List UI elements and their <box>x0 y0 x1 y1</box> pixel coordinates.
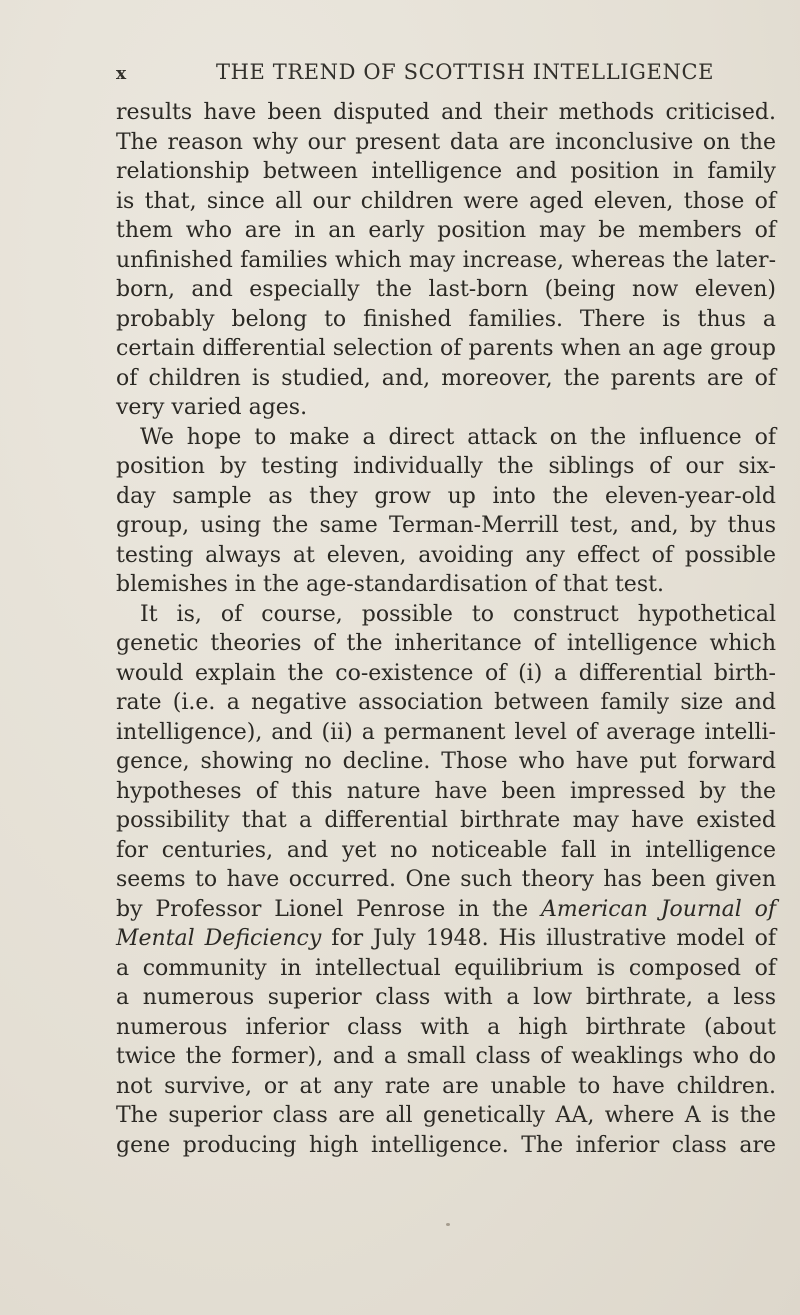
text-line: group, using the same Terman-Merrill test, and, by thus <box>116 513 776 538</box>
text-line: intelligence), and (ii) a permanent level of average intelli- <box>116 719 776 745</box>
text-line: gene producing high intelligence. The inferior class are <box>116 1132 776 1158</box>
text-line: a numerous superior class with a low birthrate, a less <box>116 985 776 1010</box>
text-line <box>116 924 776 954</box>
page-number: x <box>116 64 127 84</box>
text-line: probably belong to finished families. There is thus a <box>116 306 776 332</box>
text-line: them who are in an early position may be members of <box>116 218 776 243</box>
paper-speck <box>446 1223 450 1226</box>
text-line: seems to have occurred. One such theory has been given <box>116 867 776 892</box>
text-line: hypotheses of this nature have been impressed by the <box>116 778 776 804</box>
text-line: very varied ages. <box>116 395 308 420</box>
text-line: It is, of course, possible to construct hypothetical <box>140 601 776 627</box>
text-line: blemishes in the age-standardisation of that test. <box>116 572 664 597</box>
text-line: position by testing individually the siblings of our six- <box>116 454 776 479</box>
text-line: results have been disputed and their methods criticised. <box>116 100 776 125</box>
body-text <box>116 98 776 1160</box>
text-line: We hope to make a direct attack on the influence of <box>140 424 776 450</box>
text-line: testing always at eleven, avoiding any effect of possible <box>116 542 776 568</box>
text-line: numerous inferior class with a high birthrate (about <box>116 1014 776 1040</box>
text-line: possibility that a differential birthrate may have existed <box>116 808 776 833</box>
text-line: for centuries, and yet no noticeable fall in intelligence <box>116 837 776 863</box>
text-line: twice the former), and a small class of weaklings who do <box>116 1044 776 1069</box>
text-line: a community in intellectual equilibrium is composed of <box>116 955 776 981</box>
text-line: would explain the co-existence of (i) a differential birth- <box>116 660 776 686</box>
text-line: relationship between intelligence and position in family <box>116 159 776 184</box>
text-line: The superior class are all genetically AA, where A is the <box>116 1103 776 1128</box>
text-line: gence, showing no decline. Those who have put forward <box>116 749 776 774</box>
text-line: rate (i.e. a negative association between family size and <box>116 690 776 715</box>
text-line <box>116 895 776 925</box>
text-line: The reason why our present data are inconclusive on the <box>116 129 776 155</box>
text-line: unfinished families which may increase, whereas the later- <box>116 247 776 273</box>
text-line: genetic theories of the inheritance of intelligence which <box>116 631 776 656</box>
running-header <box>116 60 756 84</box>
text-segment: for July 1948. His illustrative model of <box>331 926 776 951</box>
text-line: of children is studied, and, moreover, the parents are of <box>116 365 776 391</box>
running-title: THE TREND OF SCOTTISH INTELLIGENCE <box>216 60 715 84</box>
text-line: certain differential selection of parents when an age group <box>116 336 776 361</box>
text-line: born, and especially the last-born (being now eleven) <box>116 277 776 302</box>
text-line: not survive, or at any rate are unable to have children. <box>116 1073 776 1099</box>
text-segment: by Professor Lionel Penrose in the <box>116 896 529 922</box>
journal-title-italic: American Journal of <box>540 896 776 922</box>
journal-title-italic: Mental Deficiency <box>116 926 322 951</box>
text-line: day sample as they grow up into the eleven-year-old <box>116 483 776 509</box>
text-line: is that, since all our children were aged eleven, those of <box>116 188 776 214</box>
